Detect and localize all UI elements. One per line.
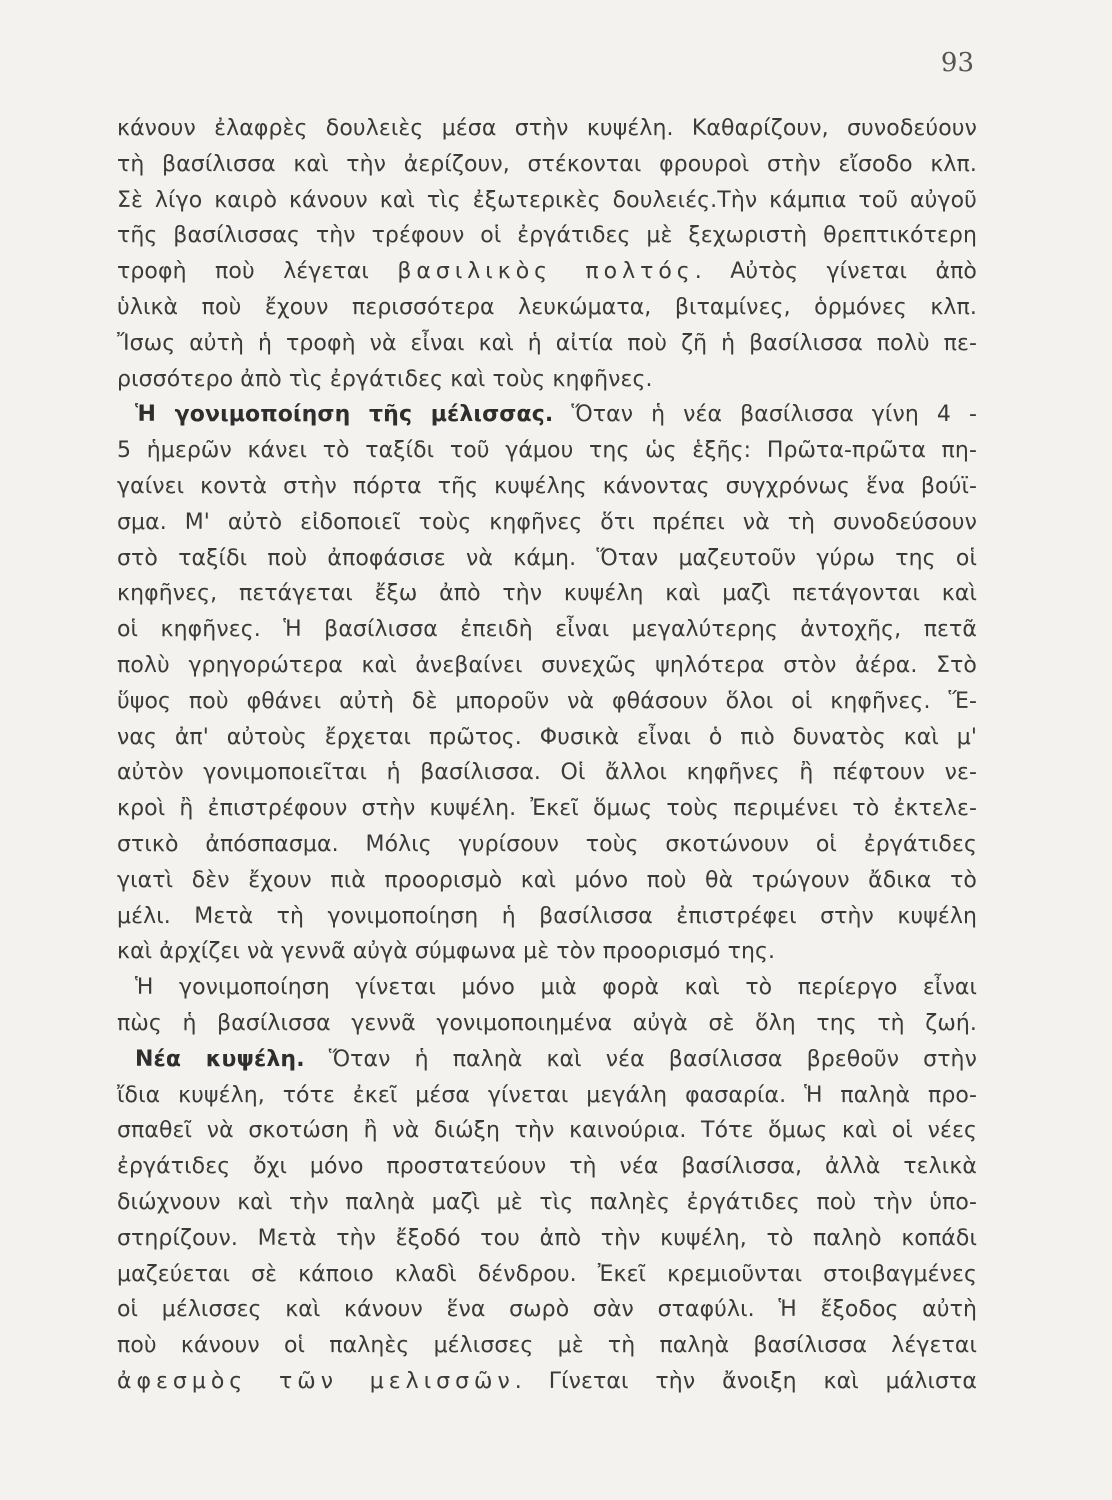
- text-line: [117, 1257, 977, 1293]
- text-line: [117, 541, 977, 577]
- line-text: . Γίνεται τὴν ἄνοιξη καὶ μάλιστα: [514, 1368, 977, 1394]
- line-text: γαίνει κοντὰ στὴν πόρτα τῆς κυψέλης κάνοντας συγχρόνως ἕνα βούϊ-: [117, 473, 977, 499]
- line-text: γιατὶ δὲν ἔχουν πιὰ προορισμὸ καὶ μόνο ποὺ θὰ τρώγουν ἄδικα τὸ: [117, 867, 977, 893]
- line-text: Σὲ λίγο καιρὸ κάνουν καὶ τὶς ἐξωτερικὲς δουλειές.Τὴν κάμπια τοῦ αὐγοῦ: [117, 187, 977, 213]
- text-line: [117, 827, 977, 863]
- line-text: κηφῆνες, πετάγεται ἔξω ἀπὸ τὴν κυψέλη καὶ μαζὶ πετάγονται καὶ: [117, 581, 977, 607]
- line-text: πὼς ἡ βασίλισσα γεννᾶ γονιμοποιημένα αὐγὰ σὲ ὅλη της τὴ ζωή.: [117, 1010, 977, 1036]
- text-line: [117, 576, 977, 612]
- text-line: [117, 612, 977, 648]
- line-text: στηρίζουν. Μετὰ τὴν ἔξοδό του ἀπὸ τὴν κυψέλη, τὸ παληὸ κοπάδι: [117, 1225, 977, 1251]
- text-line: [117, 218, 977, 254]
- text-line: [117, 111, 977, 147]
- text-line: [117, 1006, 977, 1042]
- line-text: Ἴσως αὐτὴ ἡ τροφὴ νὰ εἶναι καὶ ἡ αἰτία ποὺ ζῆ ἡ βασίλισσα πολὺ πε-: [117, 330, 977, 356]
- text-line: [117, 1078, 977, 1114]
- text-line: [117, 1364, 977, 1400]
- line-text: Ἡ γονιμοποίηση γίνεται μόνο μιὰ φορὰ καὶ τὸ περίεργο εἶναι: [135, 975, 977, 1001]
- line-text: μέλι. Μετὰ τὴ γονιμοποίηση ἡ βασίλισσα ἐπιστρέφει στὴν κυψέλη: [117, 903, 977, 929]
- line-text: κροὶ ἢ ἐπιστρέφουν στὴν κυψέλη. Ἐκεῖ ὅμως τοὺς περιμένει τὸ ἐκτελε-: [117, 796, 977, 822]
- text-line: [117, 1292, 977, 1328]
- line-text: καὶ ἀρχίζει νὰ γεννᾶ αὐγὰ σύμφωνα μὲ τὸν προορισμό της.: [117, 939, 776, 965]
- line-text: πολὺ γρηγορώτερα καὶ ἀνεβαίνει συνεχῶς ψηλότερα στὸν ἀέρα. Στὸ: [117, 652, 977, 678]
- line-text: νας ἀπ' αὐτοὺς ἔρχεται πρῶτος. Φυσικὰ εἶναι ὁ πιὸ δυνατὸς καὶ μ': [117, 724, 977, 750]
- line-text: τὴ βασίλισσα καὶ τὴν ἀερίζουν, στέκονται φρουροὶ στὴν εἴσοδο κλπ.: [117, 151, 977, 177]
- text-line: [117, 433, 977, 469]
- line-text: διώχνουν καὶ τὴν παληὰ μαζὶ μὲ τὶς παληὲς ἐργάτιδες ποὺ τὴν ὑπο-: [117, 1189, 977, 1215]
- line-text: ποὺ κάνουν οἱ παληὲς μέλισσες μὲ τὴ παληὰ βασίλισσα λέγεται: [117, 1333, 977, 1359]
- line-text: ὑλικὰ ποὺ ἔχουν περισσότερα λευκώματα, βιταμίνες, ὁρμόνες κλπ.: [117, 294, 977, 320]
- section-heading: Ἡ γονιμοποίηση τῆς μέλισσας.: [135, 402, 554, 428]
- text-line: [117, 147, 977, 183]
- line-text: μαζεύεται σὲ κάποιο κλαδὶ δένδρου. Ἐκεῖ κρεμιοῦνται στοιβαγμένες: [117, 1261, 977, 1287]
- text-line: [117, 326, 977, 362]
- line-text: κάνουν ἐλαφρὲς δουλειὲς μέσα στὴν κυψέλη. Καθαρίζουν, συνοδεύουν: [117, 116, 977, 141]
- text-line: [117, 684, 977, 720]
- text-line: [117, 362, 977, 398]
- line-text: τροφὴ πoὺ λέγεται: [117, 259, 398, 285]
- line-text: τῆς βασίλισσας τὴν τρέφουν οἱ ἐργάτιδες μὲ ξεχωριστὴ θρεπτικότερη: [117, 223, 977, 249]
- text-line: [117, 899, 977, 935]
- text-line: [117, 1328, 977, 1364]
- page-number: 93: [940, 48, 974, 78]
- line-text: στικὸ ἀπόσπασμα. Μόλις γυρίσουν τοὺς σκοτώνουν οἱ ἐργάτιδες: [117, 831, 977, 857]
- line-text: Ὅταν ἡ νέα βασίλισσα γίνη 4 -: [553, 402, 977, 428]
- line-text: σπαθεῖ νὰ σκοτώση ἢ νὰ διώξη τὴν καινούρια. Τότε ὅμως καὶ οἱ νέες: [117, 1118, 977, 1144]
- section-heading: Νέα κυψέλη.: [135, 1046, 305, 1072]
- line-text: ἐργάτιδες ὄχι μόνο προστατεύουν τὴ νέα βασίλισσα, ἀλλὰ τελικὰ: [117, 1154, 977, 1180]
- text-line: [117, 1042, 977, 1078]
- text-line: [117, 397, 977, 433]
- text-line: [117, 720, 977, 756]
- text-line: [117, 290, 977, 326]
- line-text: Ὅταν ἡ παληὰ καὶ νέα βασίλισσα βρεθοῦν στὴν: [304, 1046, 977, 1072]
- text-line: [117, 183, 977, 219]
- line-text: . Αὐτὸς γίνεται ἀπὸ: [694, 259, 977, 285]
- text-line: [117, 755, 977, 791]
- text-line: [117, 505, 977, 541]
- body-text: [117, 111, 977, 1400]
- line-text: 5 ἡμερῶν κάνει τὸ ταξίδι τοῦ γάμου της ὡς ἑξῆς: Πρῶτα-πρῶτα πη-: [117, 438, 977, 464]
- spaced-term: ἀφεσμὸς τῶν μελισσῶν: [117, 1368, 515, 1394]
- line-text: οἱ μέλισσες καὶ κάνουν ἕνα σωρὸ σὰν σταφύλι. Ἡ ἔξοδος αὐτὴ: [117, 1297, 977, 1323]
- text-line: [117, 254, 977, 290]
- line-text: ρισσότερο ἀπὸ τὶς ἐργάτιδες καὶ τοὺς κηφῆνες.: [117, 366, 653, 392]
- line-text: αὐτὸν γονιμοποιεῖται ἡ βασίλισσα. Οἱ ἄλλοι κηφῆνες ἢ πέφτουν νε-: [117, 760, 977, 786]
- line-text: σμα. Μ' αὐτὸ εἰδοποιεῖ τοὺς κηφῆνες ὅτι πρέπει νὰ τὴ συνοδεύσουν: [117, 509, 977, 535]
- text-line: [117, 791, 977, 827]
- line-text: ὕψος ποὺ φθάνει αὐτὴ δὲ μποροῦν νὰ φθάσουν ὅλοι οἱ κηφῆνες. Ἕ-: [117, 688, 977, 714]
- line-text: οἱ κηφῆνες. Ἡ βασίλισσα ἐπειδὴ εἶναι μεγαλύτερης ἀντοχῆς, πετᾶ: [117, 617, 977, 643]
- text-line: [117, 1221, 977, 1257]
- text-line: [117, 934, 977, 970]
- text-line: [117, 970, 977, 1006]
- text-line: [117, 1185, 977, 1221]
- text-line: [117, 1149, 977, 1185]
- line-text: στὸ ταξίδι ποὺ ἀποφάσισε νὰ κάμη. Ὅταν μαζευτοῦν γύρω της οἱ: [117, 545, 977, 571]
- text-line: [117, 863, 977, 899]
- text-line: [117, 648, 977, 684]
- text-line: [117, 1113, 977, 1149]
- line-text: ἴδια κυψέλη, τότε ἐκεῖ μέσα γίνεται μεγάλη φασαρία. Ἡ παληὰ προ-: [117, 1082, 977, 1108]
- spaced-term: βασιλικὸς πολτός: [397, 259, 695, 285]
- text-line: [117, 469, 977, 505]
